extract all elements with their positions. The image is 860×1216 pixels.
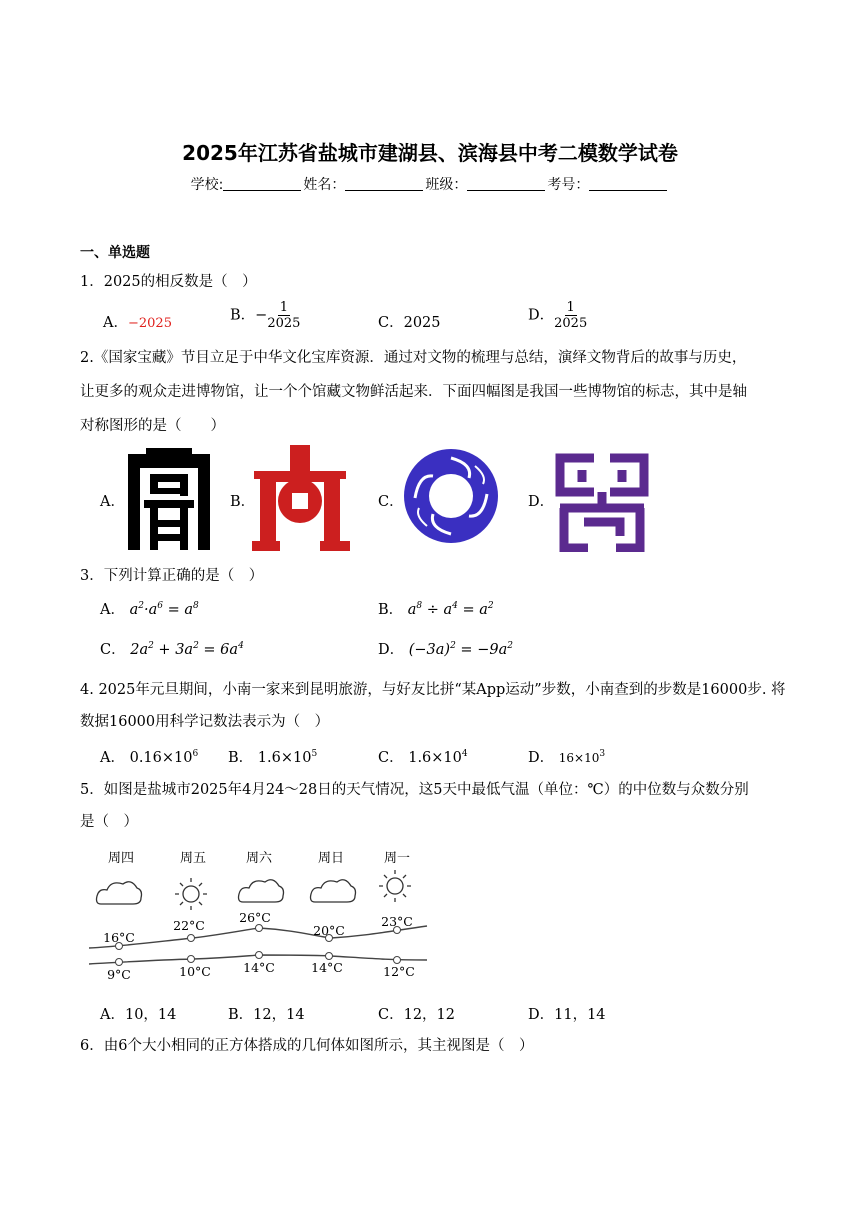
question-6-stem: 6．由6个大小相同的正方体搭成的几何体如图所示，其主视图是（ ） xyxy=(80,1038,534,1054)
q5-option-a[interactable]: A．10，14 xyxy=(100,1007,177,1023)
question-2-line-1: 2.《国家宝藏》节目立足于中华文化宝库资源．通过对文物的梳理与总结，演绎文物背后的故事与历史， xyxy=(80,350,747,366)
cloudy-icon xyxy=(239,880,284,902)
math-expression: $0.16\times 10^6$ xyxy=(129,749,199,766)
day-label: 周六 xyxy=(245,851,273,866)
question-4-line-2: 数据16000用科学记数法表示为（ ） xyxy=(80,714,330,730)
q4-option-b[interactable] xyxy=(228,746,317,767)
minus-sign: − xyxy=(255,307,268,324)
high-temp-label: 16°C xyxy=(103,930,135,945)
low-temp-label: 12°C xyxy=(383,964,415,979)
low-temp-point xyxy=(326,953,333,960)
math-expression: $(-3a)^2 = -9a^2$ xyxy=(408,641,513,658)
fraction-numerator: 1 xyxy=(566,300,575,315)
math-expression: $1.6\times 10^4$ xyxy=(408,749,468,766)
class-blank[interactable] xyxy=(467,176,545,191)
low-temp-point xyxy=(394,957,401,964)
fraction-denominator: 2025 xyxy=(554,316,588,331)
class-label: 班级： xyxy=(425,177,468,193)
cloudy-icon xyxy=(97,882,142,904)
option-a-value: −2025 xyxy=(127,316,172,331)
option-label: B． xyxy=(230,307,256,324)
q4-option-d[interactable] xyxy=(528,746,605,767)
question-5-line-2: 是（ ） xyxy=(80,814,138,830)
q5-option-c[interactable]: C．12，12 xyxy=(378,1007,455,1023)
question-4-line-1: 4. 2025年元旦期间，小南一家来到昆明旅游，与好友比拼“某App运动”步数，小南查到的步数是16000步. 将 xyxy=(80,682,786,698)
option-label: D． xyxy=(378,642,405,658)
low-temp-label: 9°C xyxy=(107,967,131,982)
museum-logo-b-image[interactable] xyxy=(252,445,350,551)
q3-option-a[interactable] xyxy=(100,598,199,619)
sun-icon xyxy=(379,870,411,902)
question-2-line-2: 让更多的观众走进博物馆，让一个个馆藏文物鲜活起来．下面四幅图是我国一些博物馆的标志，其中是轴 xyxy=(80,384,747,400)
low-temp-point xyxy=(256,952,263,959)
option-label: A． xyxy=(103,315,128,331)
option-label: D． xyxy=(528,307,555,324)
math-expression: $a^2\cdot a^6 = a^8$ xyxy=(129,601,199,618)
fraction xyxy=(554,300,587,331)
high-temp-label: 23°C xyxy=(381,914,413,929)
low-temp-point xyxy=(116,959,123,966)
q2-option-d-label[interactable]: D． xyxy=(528,494,555,510)
question-3-stem: 3．下列计算正确的是（ ） xyxy=(80,568,264,584)
q3-option-d[interactable] xyxy=(378,638,513,659)
museum-logo-d-image[interactable] xyxy=(554,452,650,552)
day-label: 周一 xyxy=(383,851,411,866)
fraction-denominator: 2025 xyxy=(267,316,301,331)
math-expression: $16\times 10^3$ xyxy=(558,749,606,765)
page-title: 2025年江苏省盐城市建湖县、滨海县中考二模数学试卷 xyxy=(182,141,678,165)
option-label: C． xyxy=(378,315,404,331)
high-temp-point xyxy=(188,935,195,942)
high-temp-label: 20°C xyxy=(313,923,345,938)
q2-option-c-label[interactable]: C． xyxy=(378,494,404,510)
student-info-line xyxy=(0,174,860,194)
school-label: 学校: xyxy=(190,177,224,193)
low-temp-label: 10°C xyxy=(179,964,211,979)
section-heading: 一、单选题 xyxy=(80,245,150,261)
option-label: A． xyxy=(100,602,125,618)
q4-option-c[interactable] xyxy=(378,746,468,767)
option-label: B． xyxy=(228,750,254,766)
weather-figure xyxy=(85,842,435,990)
number-blank[interactable] xyxy=(589,176,667,191)
option-label: C． xyxy=(378,750,404,766)
q2-option-b-label[interactable]: B． xyxy=(230,494,256,510)
sun-icon xyxy=(175,878,207,910)
museum-logo-c-image[interactable] xyxy=(403,448,499,544)
question-2-line-3: 对称图形的是（ ） xyxy=(80,418,225,434)
high-temp-point xyxy=(256,925,263,932)
option-c-value: 2025 xyxy=(403,315,441,331)
option-label: A． xyxy=(100,750,125,766)
q3-option-c[interactable] xyxy=(100,638,244,659)
math-expression: $2a^2 + 3a^2 = 6a^4$ xyxy=(130,641,244,658)
low-temp-label: 14°C xyxy=(243,960,275,975)
fraction xyxy=(267,300,300,331)
q3-option-b[interactable] xyxy=(378,598,494,619)
question-5-line-1: 5．如图是盐城市2025年4月24～28日的天气情况，这5天中最低气温（单位：℃）的中位数与众数分别 xyxy=(80,782,749,798)
high-temp-label: 26°C xyxy=(239,910,271,925)
day-label: 周四 xyxy=(107,851,135,866)
q5-option-b[interactable]: B．12，14 xyxy=(228,1007,305,1023)
q4-option-a[interactable] xyxy=(100,746,198,767)
q1-option-a[interactable] xyxy=(103,311,172,332)
low-temp-label: 14°C xyxy=(311,960,343,975)
name-blank[interactable] xyxy=(345,176,423,191)
museum-logo-a-image[interactable] xyxy=(126,448,212,550)
q1-option-d[interactable] xyxy=(528,300,587,331)
fraction-numerator: 1 xyxy=(279,300,288,315)
school-blank[interactable] xyxy=(223,176,301,191)
q5-option-d[interactable]: D．11，14 xyxy=(528,1007,606,1023)
option-label: B． xyxy=(378,602,404,618)
day-label: 周日 xyxy=(317,851,345,866)
q1-option-c[interactable] xyxy=(378,311,441,332)
name-label: 姓名： xyxy=(303,177,346,193)
day-label: 周五 xyxy=(179,851,207,866)
option-label: C． xyxy=(100,642,126,658)
q1-option-b[interactable] xyxy=(230,300,300,331)
option-label: D． xyxy=(528,750,555,766)
number-label: 考号： xyxy=(547,177,590,193)
high-temp-label: 22°C xyxy=(173,918,205,933)
q2-option-a-label[interactable]: A． xyxy=(100,494,125,510)
question-1-stem: 1．2025的相反数是（ ） xyxy=(80,274,257,290)
low-temp-point xyxy=(188,956,195,963)
math-expression: $1.6\times 10^5$ xyxy=(257,749,318,766)
math-expression: $a^8 \div a^4 = a^2$ xyxy=(407,601,494,618)
cloudy-icon xyxy=(311,880,356,902)
